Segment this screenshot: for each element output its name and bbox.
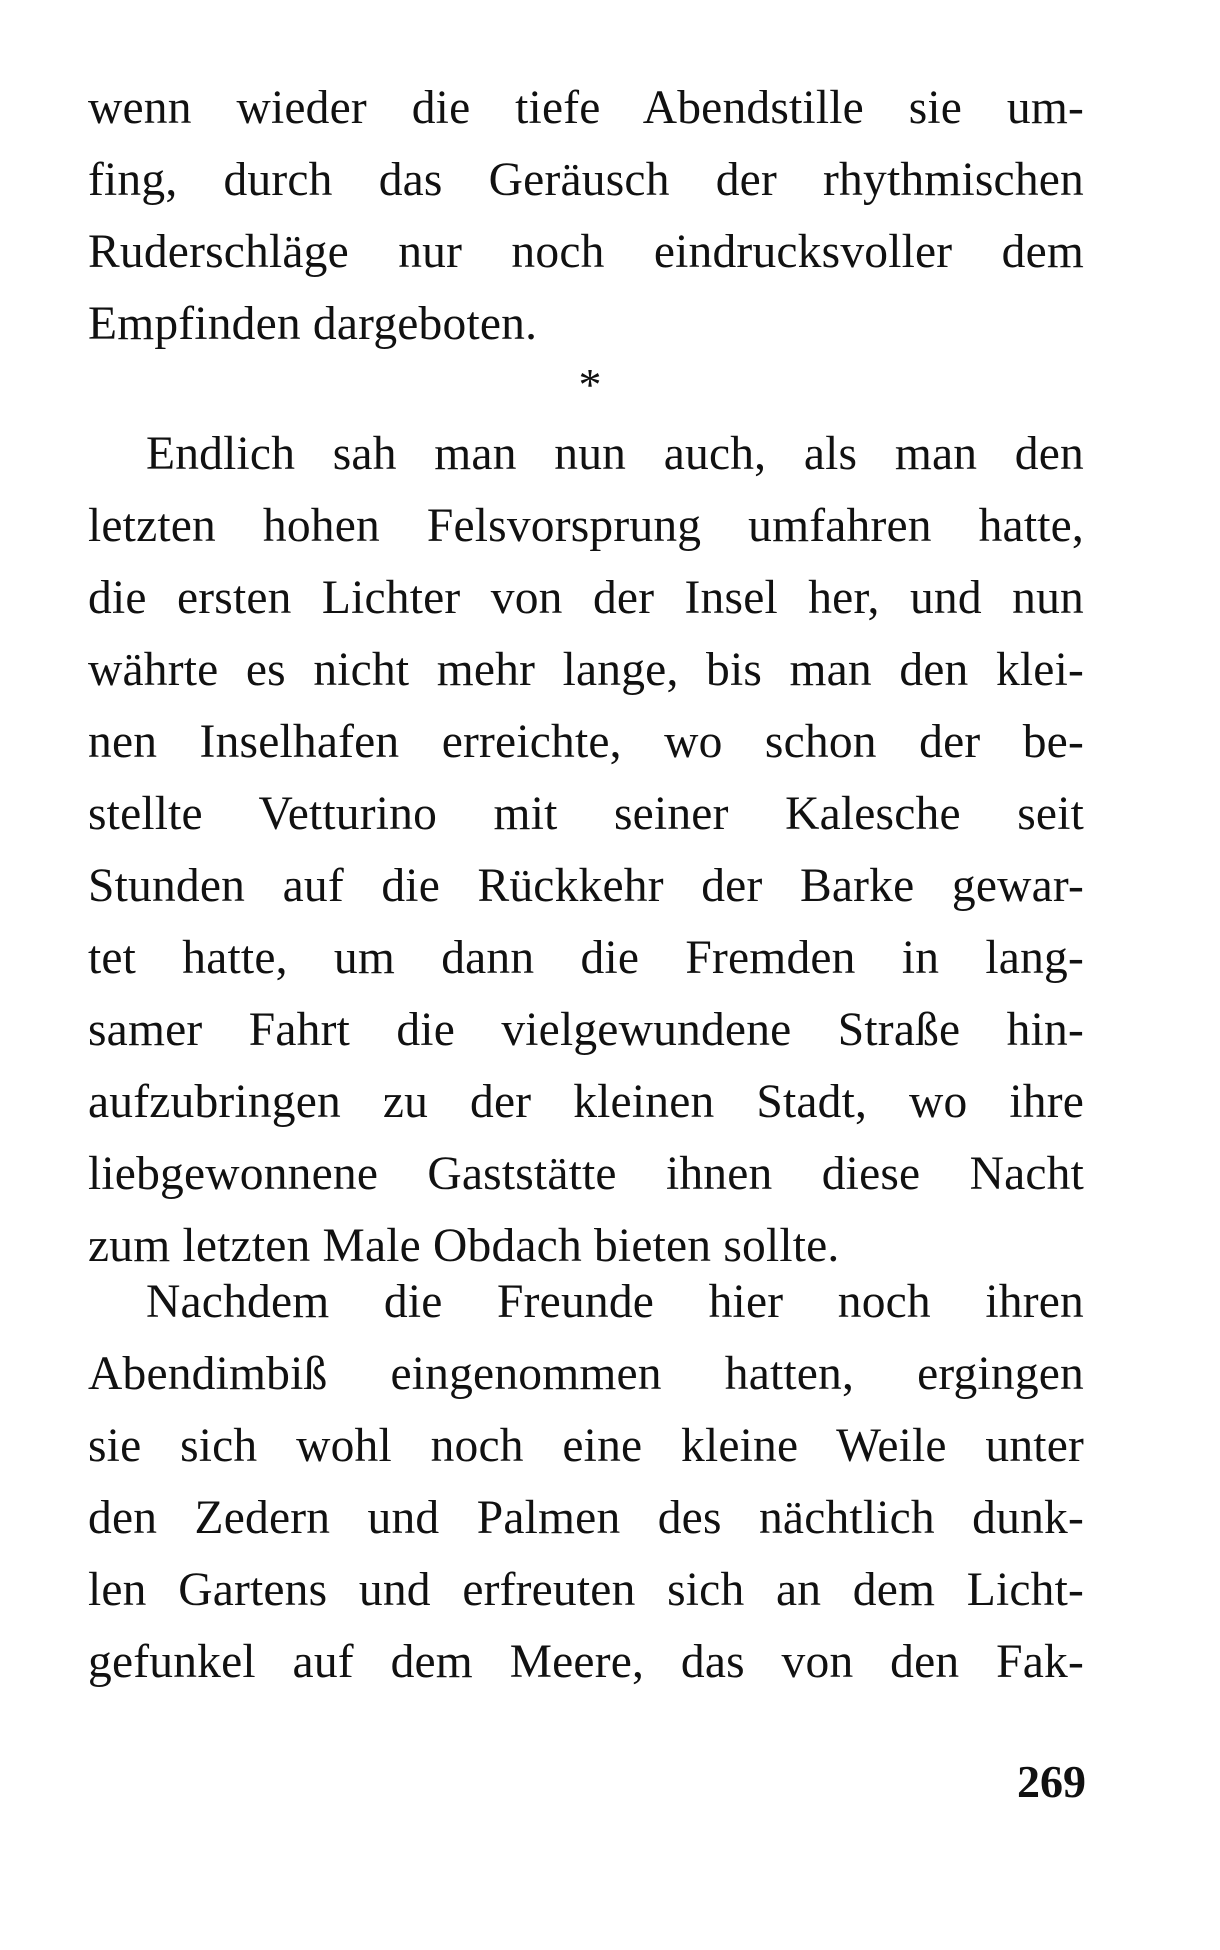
text-line: Stunden auf die Rückkehr der Barke gewar- [88,860,1084,912]
text-line: liebgewonnene Gaststätte ihnen diese Nacht [88,1148,1084,1200]
page-number: 269 [1017,1756,1086,1807]
text-line: zum letzten Male Obdach bieten sollte. [88,1220,840,1272]
section-separator: * [578,359,602,410]
text-line: samer Fahrt die vielgewundene Straße hin- [88,1004,1084,1056]
text-line: stellte Vetturino mit seiner Kalesche seit [88,788,1084,840]
text-line: Nachdem die Freunde hier noch ihren [146,1276,1084,1328]
text-line: letzten hohen Felsvorsprung umfahren hatte, [88,500,1084,552]
text-line: Empfinden dargeboten. [88,298,538,350]
text-line: sie sich wohl noch eine kleine Weile unter [88,1420,1084,1472]
text-line: wenn wieder die tiefe Abendstille sie um- [88,82,1084,134]
text-line: den Zedern und Palmen des nächtlich dunk- [88,1492,1084,1544]
text-line: nen Inselhafen erreichte, wo schon der be- [88,716,1084,768]
text-line: die ersten Lichter von der Insel her, und nun [88,572,1084,624]
text-line: währte es nicht mehr lange, bis man den klei- [88,644,1084,696]
text-line: Abendimbiß eingenommen hatten, ergingen [88,1348,1084,1400]
paragraph-1 [88,72,1084,360]
text-line: tet hatte, um dann die Fremden in lang- [88,932,1084,984]
text-line: gefunkel auf dem Meere, das von den Fak- [88,1636,1084,1688]
text-line: fing, durch das Geräusch der rhythmischen [88,154,1084,206]
text-line: Ruderschläge nur noch eindrucksvoller dem [88,226,1084,278]
text-line: aufzubringen zu der kleinen Stadt, wo ihre [88,1076,1084,1128]
text-line: Endlich sah man nun auch, als man den [146,428,1084,480]
paragraph-3 [88,1266,1084,1698]
paragraph-2 [88,418,1084,1282]
text-line: len Gartens und erfreuten sich an dem Licht- [88,1564,1084,1616]
